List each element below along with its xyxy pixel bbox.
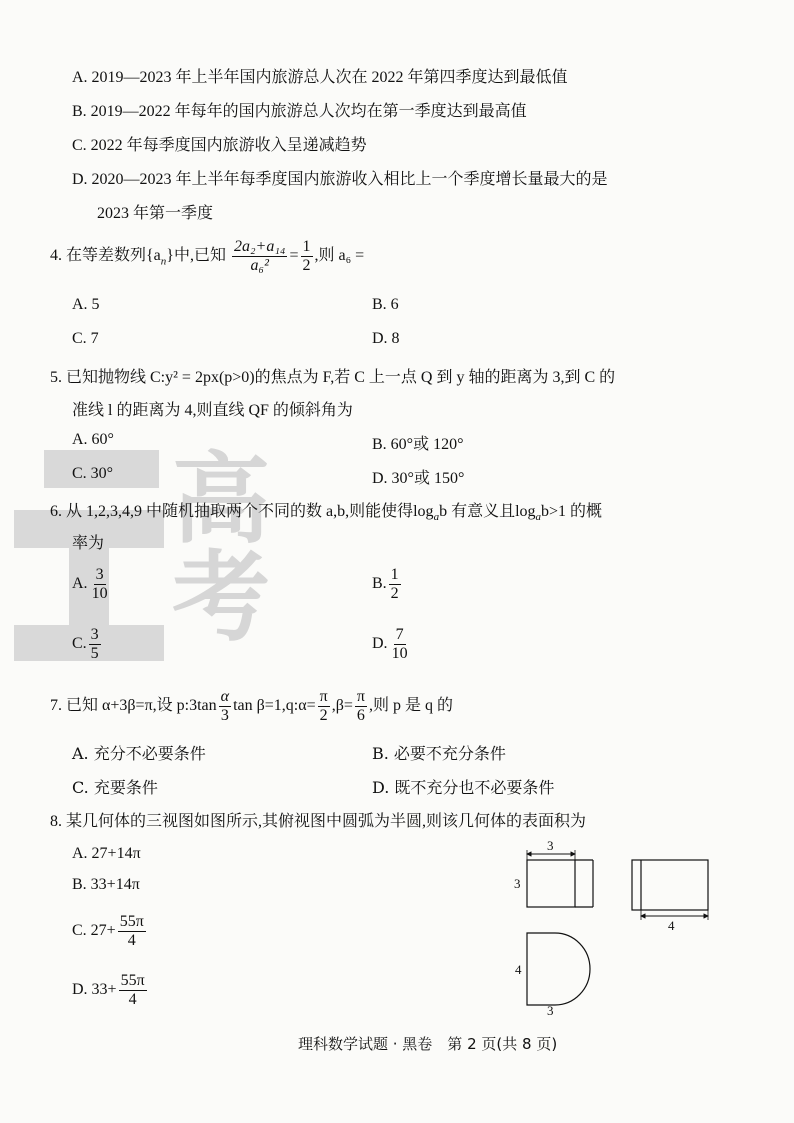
three-view-figure	[505, 838, 725, 1018]
q8-option-c: C. 27+ $\frac{55\pi}{4}$	[72, 913, 144, 949]
q7-option-a: A. 充分不必要条件	[72, 744, 206, 763]
q8-option-a: A. 27+14π	[72, 845, 141, 862]
top-view	[515, 933, 590, 1018]
q6-option-a: A. $\frac{3}{10}$	[72, 566, 108, 602]
q8-option-b: B. 33+14π	[72, 876, 140, 893]
q4-option-b: B. 6	[372, 296, 399, 313]
q3-option-c: C. 2022 年每季度国内旅游收入呈递减趋势	[72, 137, 367, 154]
q3-option-d-line2: 2023 年第一季度	[97, 205, 214, 222]
side-view	[632, 860, 708, 933]
q6-option-d: D. $\frac{7}{10}$	[372, 626, 408, 662]
front-width-label: 3	[547, 838, 554, 853]
q4-option-a: A. 5	[72, 296, 100, 313]
q4-option-d: D. 8	[372, 330, 400, 347]
q7-stem: 7. 已知 α+3β=π,设 p:3tan $\frac{\alpha}{3}$ tan β=1,q:α= $\frac{\pi}{2}$ ,β= $\frac{\pi}{6}$ ,则 p 是 q 的	[50, 688, 453, 724]
q7-option-b: B. 必要不充分条件	[372, 744, 506, 763]
watermark-char-kao: 考	[172, 541, 271, 655]
q6-stem-line2: 率为	[72, 535, 105, 552]
q5-option-b: B. 60°或 120°	[372, 436, 464, 453]
q7-option-d: D. 既不充分也不必要条件	[372, 778, 555, 797]
q4-fraction: $\frac{\text{2a₂+a₁₄}}{\text{a₆²}}$	[233, 238, 286, 274]
q7-option-c: C. 充要条件	[72, 778, 158, 797]
top-width-label: 3	[547, 1003, 554, 1018]
q4-half: $\frac{1}{2}$	[302, 238, 311, 274]
q4-stem: 4. 在等差数列$\{a_n\}$中,已知 $\frac{\text{2a₂+a₁₄}}{\text{a₆²}}$ = $\frac{1}{2}$ ,则 a₆ =	[50, 238, 365, 274]
q5-stem-line1: 5. 已知抛物线 C:y² = 2px(p>0)的焦点为 F,若 C 上一点 Q 到 y 轴的距离为 3,到 C 的	[50, 369, 616, 386]
q6-option-b: B. $\frac{1}{2}$	[372, 566, 399, 602]
front-height-label: 3	[514, 876, 521, 891]
q5-option-c: C. 30°	[72, 465, 114, 482]
watermark-char-gao: 高	[172, 443, 271, 557]
q4-option-c: C. 7	[72, 330, 99, 347]
q3-option-a: A. 2019—2023 年上半年国内旅游总人次在 2022 年第四季度达到最低值	[72, 69, 568, 86]
q5-option-d: D. 30°或 150°	[372, 470, 465, 487]
q6-option-c: C. $\frac{3}{5}$	[72, 626, 99, 662]
side-width-label: 4	[668, 918, 675, 933]
top-height-label: 4	[515, 962, 522, 977]
q5-option-a: A. 60°	[72, 431, 114, 448]
q8-option-d: D. 33+ $\frac{55\pi}{4}$	[72, 972, 145, 1008]
q3-option-b: B. 2019—2022 年每年的国内旅游总人次均在第一季度达到最高值	[72, 103, 527, 120]
q5-stem-line2: 准线 l 的距离为 4,则直线 QF 的倾斜角为	[72, 402, 353, 419]
q3-option-d-line1: D. 2020—2023 年上半年每季度国内旅游收入相比上一个季度增长量最大的是	[72, 171, 608, 188]
page-footer: 理科数学试题 · 黑卷 第 2 页(共 8 页)	[298, 1035, 558, 1053]
q8-stem: 8. 某几何体的三视图如图所示,其俯视图中圆弧为半圆,则该几何体的表面积为	[50, 813, 587, 830]
q6-stem-line1: 6. 从 1,2,3,4,9 中随机抽取两个不同的数 a,b,则能使得$\log_ab$ 有意义且$\log_ab>1$ 的概	[50, 503, 603, 524]
front-view	[514, 838, 593, 907]
